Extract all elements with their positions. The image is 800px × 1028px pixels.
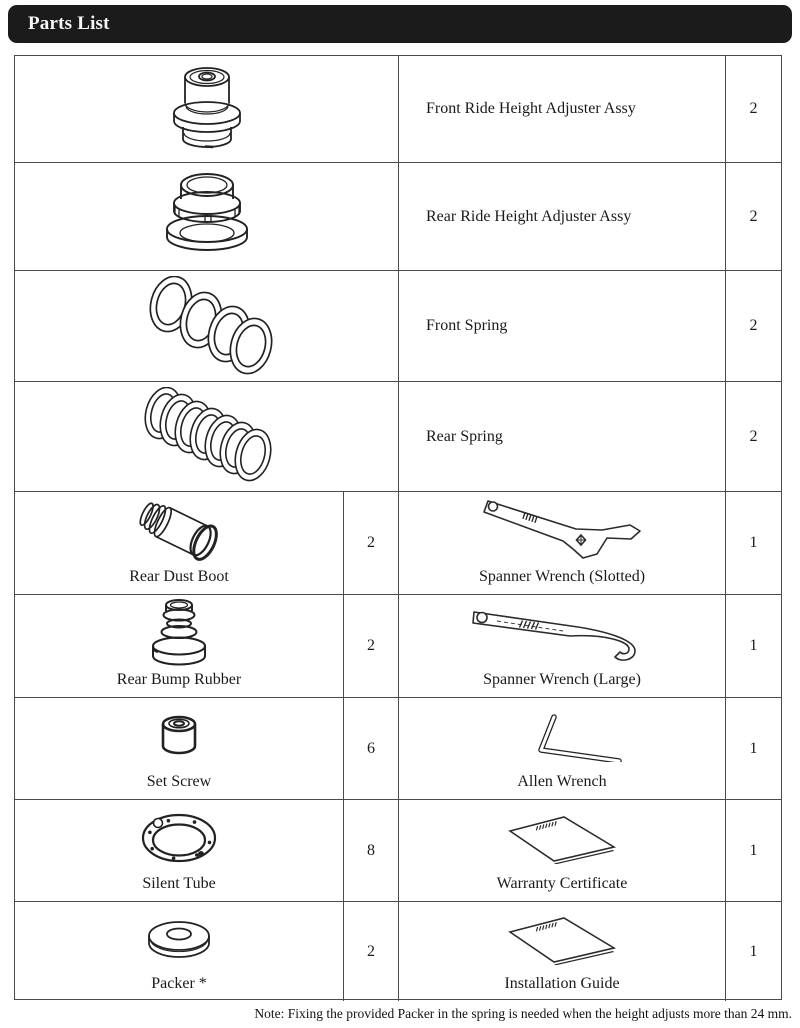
part-cell xyxy=(15,492,344,594)
part-cell xyxy=(15,698,344,799)
part-name: Rear Dust Boot xyxy=(129,568,229,586)
part-name: Front Ride Height Adjuster Assy xyxy=(399,56,726,162)
part-illustration-wrap xyxy=(399,902,725,975)
parts-list-header xyxy=(8,5,792,43)
part-cell xyxy=(15,800,344,901)
part-illustration-wrap xyxy=(15,698,343,773)
part-illustration-wrap xyxy=(15,492,343,568)
silent-tube-illustration xyxy=(139,810,219,866)
spanner-wrench-large-illustration xyxy=(467,604,657,662)
part-qty: 8 xyxy=(344,800,399,901)
part-qty: 2 xyxy=(749,100,758,117)
part-illustration-wrap xyxy=(399,800,725,875)
rear-ride-height-adjuster-assy-illustration xyxy=(162,169,252,264)
part-name: Warranty Certificate xyxy=(496,875,628,893)
table-row xyxy=(15,800,781,902)
part-name: Silent Tube xyxy=(142,875,216,893)
part-cell xyxy=(399,698,726,799)
part-qty: 1 xyxy=(749,739,758,757)
part-qty: 2 xyxy=(749,427,758,445)
part-illustration-wrap xyxy=(399,492,725,568)
part-name: Spanner Wrench (Slotted) xyxy=(478,568,646,586)
part-qty: 1 xyxy=(749,637,758,654)
part-name: Packer * xyxy=(151,975,207,993)
part-qty: 1 xyxy=(749,841,758,859)
table-row xyxy=(15,492,781,595)
part-illustration-wrap xyxy=(15,595,343,671)
part-qty: 2 xyxy=(749,207,758,225)
part-illustration-wrap xyxy=(399,698,725,773)
part-cell xyxy=(399,902,726,1001)
front-spring-illustration xyxy=(139,276,274,376)
part-illustration-wrap xyxy=(15,800,343,875)
part-cell xyxy=(399,800,726,901)
front-ride-height-adjuster-assy-illustration xyxy=(172,63,242,155)
rear-spring-illustration xyxy=(139,387,274,487)
table-row xyxy=(15,382,781,492)
part-qty: 6 xyxy=(344,698,399,799)
part-cell xyxy=(15,595,344,697)
part-name: Allen Wrench xyxy=(517,773,607,791)
part-name: Spanner Wrench (Large) xyxy=(483,671,641,689)
table-row xyxy=(15,902,781,1001)
packer-illustration xyxy=(145,916,213,962)
rear-dust-boot-illustration xyxy=(133,495,225,565)
part-qty: 2 xyxy=(749,317,758,334)
table-row xyxy=(15,56,781,163)
part-qty: 2 xyxy=(344,902,399,1001)
part-name: Rear Spring xyxy=(399,382,726,491)
allen-wrench-illustration xyxy=(500,710,625,762)
part-illustration-cell xyxy=(15,382,399,491)
part-illustration-cell xyxy=(15,163,399,270)
part-qty: 2 xyxy=(344,492,399,594)
part-name: Rear Bump Rubber xyxy=(116,671,242,689)
part-name: Front Spring xyxy=(399,271,726,381)
table-row xyxy=(15,271,781,382)
part-cell xyxy=(399,595,726,697)
part-illustration-cell xyxy=(15,56,399,162)
part-name: Set Screw xyxy=(146,773,212,791)
footnote: Note: Fixing the provided Packer in the spring is needed when the height adjusts more than 24 mm. xyxy=(254,1006,792,1021)
warranty-certificate-illustration xyxy=(502,812,622,864)
table-row xyxy=(15,698,781,800)
page-title: Parts List xyxy=(28,13,110,34)
rear-bump-rubber-illustration xyxy=(149,597,209,669)
set-screw-illustration xyxy=(159,713,199,759)
part-illustration-cell xyxy=(15,271,399,381)
table-row xyxy=(15,163,781,271)
part-name: Installation Guide xyxy=(504,975,620,993)
table-row xyxy=(15,595,781,698)
part-illustration-wrap xyxy=(399,595,725,671)
installation-guide-illustration xyxy=(502,913,622,965)
part-cell xyxy=(399,492,726,594)
spanner-wrench-slotted-illustration xyxy=(480,497,645,563)
part-cell xyxy=(15,902,344,1001)
part-illustration-wrap xyxy=(15,902,343,975)
part-qty: 2 xyxy=(344,595,399,697)
part-qty: 1 xyxy=(749,534,758,551)
part-name: Rear Ride Height Adjuster Assy xyxy=(399,163,726,270)
part-qty: 1 xyxy=(749,942,758,960)
parts-table xyxy=(14,55,782,1000)
